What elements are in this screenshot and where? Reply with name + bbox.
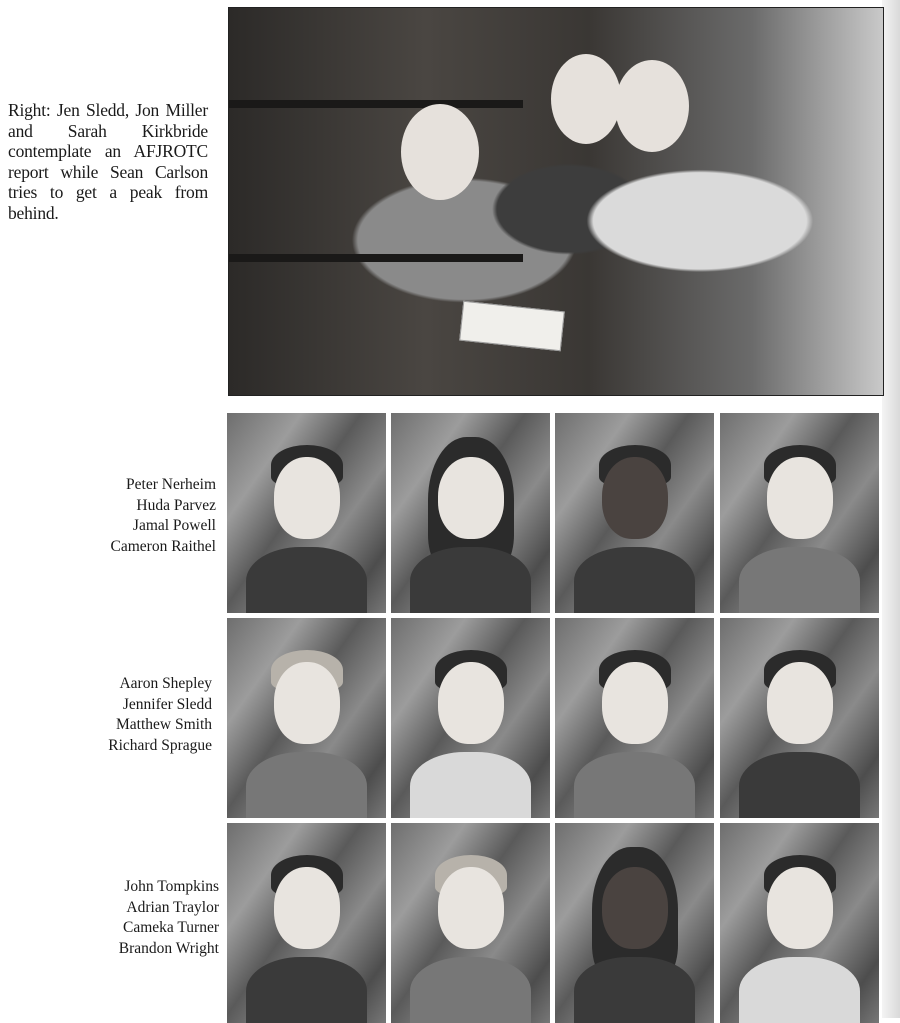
portrait-photo — [227, 413, 386, 613]
student-name: Jamal Powell — [132, 517, 216, 534]
student-name: Aaron Shepley — [119, 675, 212, 692]
photo-shelf — [229, 254, 523, 262]
photo-report-paper — [459, 301, 565, 351]
page-edge — [882, 0, 900, 1018]
student-name: Cameka Turner — [122, 919, 219, 936]
portrait-photo — [720, 823, 879, 1023]
student-name: Huda Parvez — [136, 496, 216, 514]
student-name: Jennifer Sledd — [122, 695, 212, 713]
photo-person-head — [401, 104, 479, 200]
portrait-photo — [227, 618, 386, 818]
portrait-grid — [227, 413, 879, 1018]
student-name: Peter Nerheim — [126, 476, 216, 493]
photo-person-head — [615, 60, 689, 152]
photo-shelf — [229, 100, 523, 108]
names-row-3 — [0, 877, 219, 959]
portrait-photo — [720, 413, 879, 613]
portrait-photo — [555, 823, 714, 1023]
student-name: Matthew Smith — [115, 716, 212, 733]
portrait-photo — [391, 618, 550, 818]
portrait-photo — [227, 823, 386, 1023]
photo-person-head — [551, 54, 621, 144]
student-name: John Tompkins — [124, 878, 219, 895]
student-name: Cameron Raithel — [110, 537, 216, 555]
student-name: Brandon Wright — [118, 939, 219, 957]
portrait-photo — [391, 413, 550, 613]
portrait-photo — [720, 618, 879, 818]
portrait-photo — [391, 823, 550, 1023]
names-row-2 — [0, 674, 212, 756]
portrait-photo — [555, 618, 714, 818]
portrait-photo — [555, 413, 714, 613]
student-name: Adrian Traylor — [126, 898, 219, 916]
student-name: Richard Sprague — [108, 736, 212, 754]
photo-caption: Right: Jen Sledd, Jon Miller and Sarah Kirkbride contemplate an AFJROTC report while Sean Carlson tries to get a peak from behind. — [8, 100, 208, 223]
names-row-1 — [0, 475, 216, 557]
candid-photo — [228, 7, 884, 396]
